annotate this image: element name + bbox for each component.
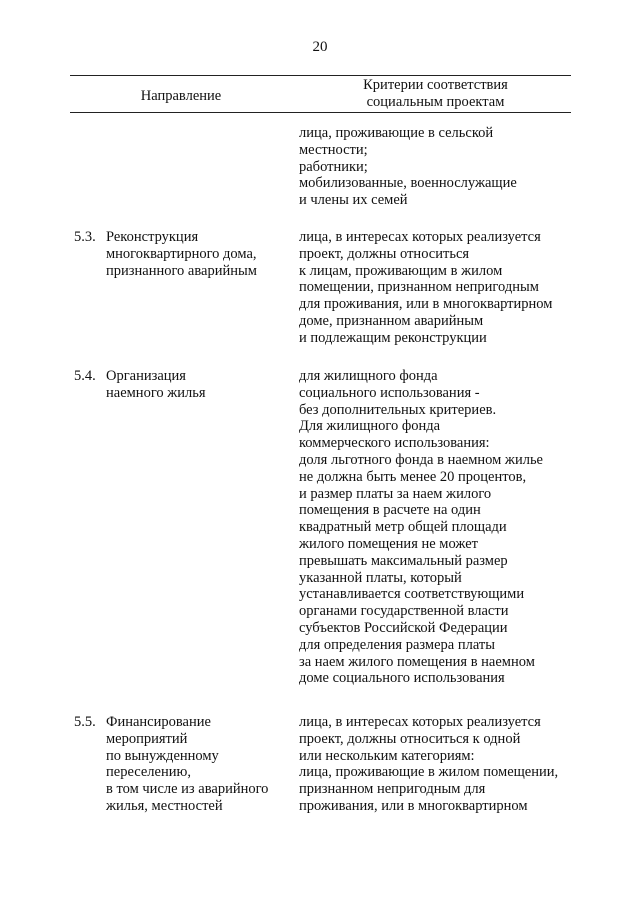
criteria-line: помещении, признанном непригодным xyxy=(299,279,539,296)
criteria-line: субъектов Российской Федерации xyxy=(299,619,508,636)
criteria-line: жилого помещения не может xyxy=(299,535,478,552)
criteria-line: без дополнительных критериев. xyxy=(299,401,497,418)
criteria-line: коммерческого использования: xyxy=(299,435,490,452)
criteria-line: квадратный метр общей площади xyxy=(299,519,507,536)
direction-line: переселению, xyxy=(106,764,191,781)
criteria-line: и подлежащим реконструкции xyxy=(299,329,487,346)
row-criteria xyxy=(299,714,558,815)
row-criteria xyxy=(299,368,543,687)
criteria-line: для жилищного фонда xyxy=(299,368,438,384)
criteria-line: и размер платы за наем жилого xyxy=(299,485,492,502)
table-top-rule xyxy=(70,75,571,76)
row-number: 5.3. xyxy=(74,229,96,245)
criteria-line: доме социального использования xyxy=(299,670,505,687)
table-header-rule xyxy=(70,112,571,113)
criteria-line: лица, проживающие в сельской xyxy=(299,125,494,141)
direction-line: мероприятий xyxy=(106,730,188,747)
criteria-line: органами государственной власти xyxy=(299,603,509,620)
criteria-line: для проживания, или в многоквартирном xyxy=(299,296,553,313)
criteria-line: лица, в интересах которых реализуется xyxy=(299,714,541,730)
criteria-line: не должна быть менее 20 процентов, xyxy=(299,468,527,485)
direction-line: в том числе из аварийного xyxy=(106,781,269,798)
criteria-line: указанной платы, который xyxy=(299,569,462,586)
row-criteria xyxy=(299,229,552,347)
criteria-line: местности; xyxy=(299,141,368,158)
criteria-line: признанном непригодным для xyxy=(299,781,486,798)
criteria-line: доля льготного фонда в наемном жилье xyxy=(299,451,543,468)
criteria-line: лица, в интересах которых реализуется xyxy=(299,229,541,245)
column-header-direction: Направление xyxy=(140,88,222,104)
direction-line: многоквартирного дома, xyxy=(106,245,257,262)
criteria-line: и члены их семей xyxy=(299,192,408,209)
criteria-line: к лицам, проживающим в жилом xyxy=(299,262,503,279)
criteria-line: мобилизованные, военнослужащие xyxy=(299,175,517,192)
direction-line: признанного аварийным xyxy=(106,262,257,279)
criteria-line: социального использования - xyxy=(299,384,480,401)
criteria-line: доме, признанном аварийным xyxy=(299,312,484,329)
criteria-line: превышать максимальный размер xyxy=(299,552,508,569)
criteria-line: для определения размера платы xyxy=(299,636,495,653)
criteria-line: Для жилищного фонда xyxy=(299,418,441,435)
column-header-criteria-line: социальным проектам xyxy=(366,93,505,110)
column-header-criteria xyxy=(300,77,571,111)
row-direction xyxy=(106,229,257,279)
criteria-line: или нескольким категориям: xyxy=(299,747,475,764)
direction-line: Организация xyxy=(106,368,186,384)
criteria-line: устанавливается соответствующими xyxy=(299,586,525,603)
direction-line: жилья, местностей xyxy=(106,797,223,814)
row-direction xyxy=(106,714,268,815)
criteria-line: за наем жилого помещения в наемном xyxy=(299,653,535,670)
criteria-line: помещения в расчете на один xyxy=(299,502,481,519)
direction-line: наемного жилья xyxy=(106,384,206,401)
criteria-line: лица, проживающие в жилом помещении, xyxy=(299,764,559,781)
column-header-criteria-line: Критерии соответствия xyxy=(363,77,508,93)
continuation-criteria xyxy=(299,125,517,209)
criteria-line: проживания, или в многоквартирном xyxy=(299,797,528,814)
criteria-line: работники; xyxy=(299,158,368,175)
direction-line: Реконструкция xyxy=(106,229,199,245)
direction-line: по вынужденному xyxy=(106,747,219,764)
row-number: 5.4. xyxy=(74,368,96,384)
row-direction xyxy=(106,368,206,402)
criteria-line: проект, должны относиться xyxy=(299,245,470,262)
criteria-line: проект, должны относиться к одной xyxy=(299,730,521,747)
page-number: 20 xyxy=(312,39,328,55)
row-number: 5.5. xyxy=(74,714,96,730)
direction-line: Финансирование xyxy=(106,714,211,730)
